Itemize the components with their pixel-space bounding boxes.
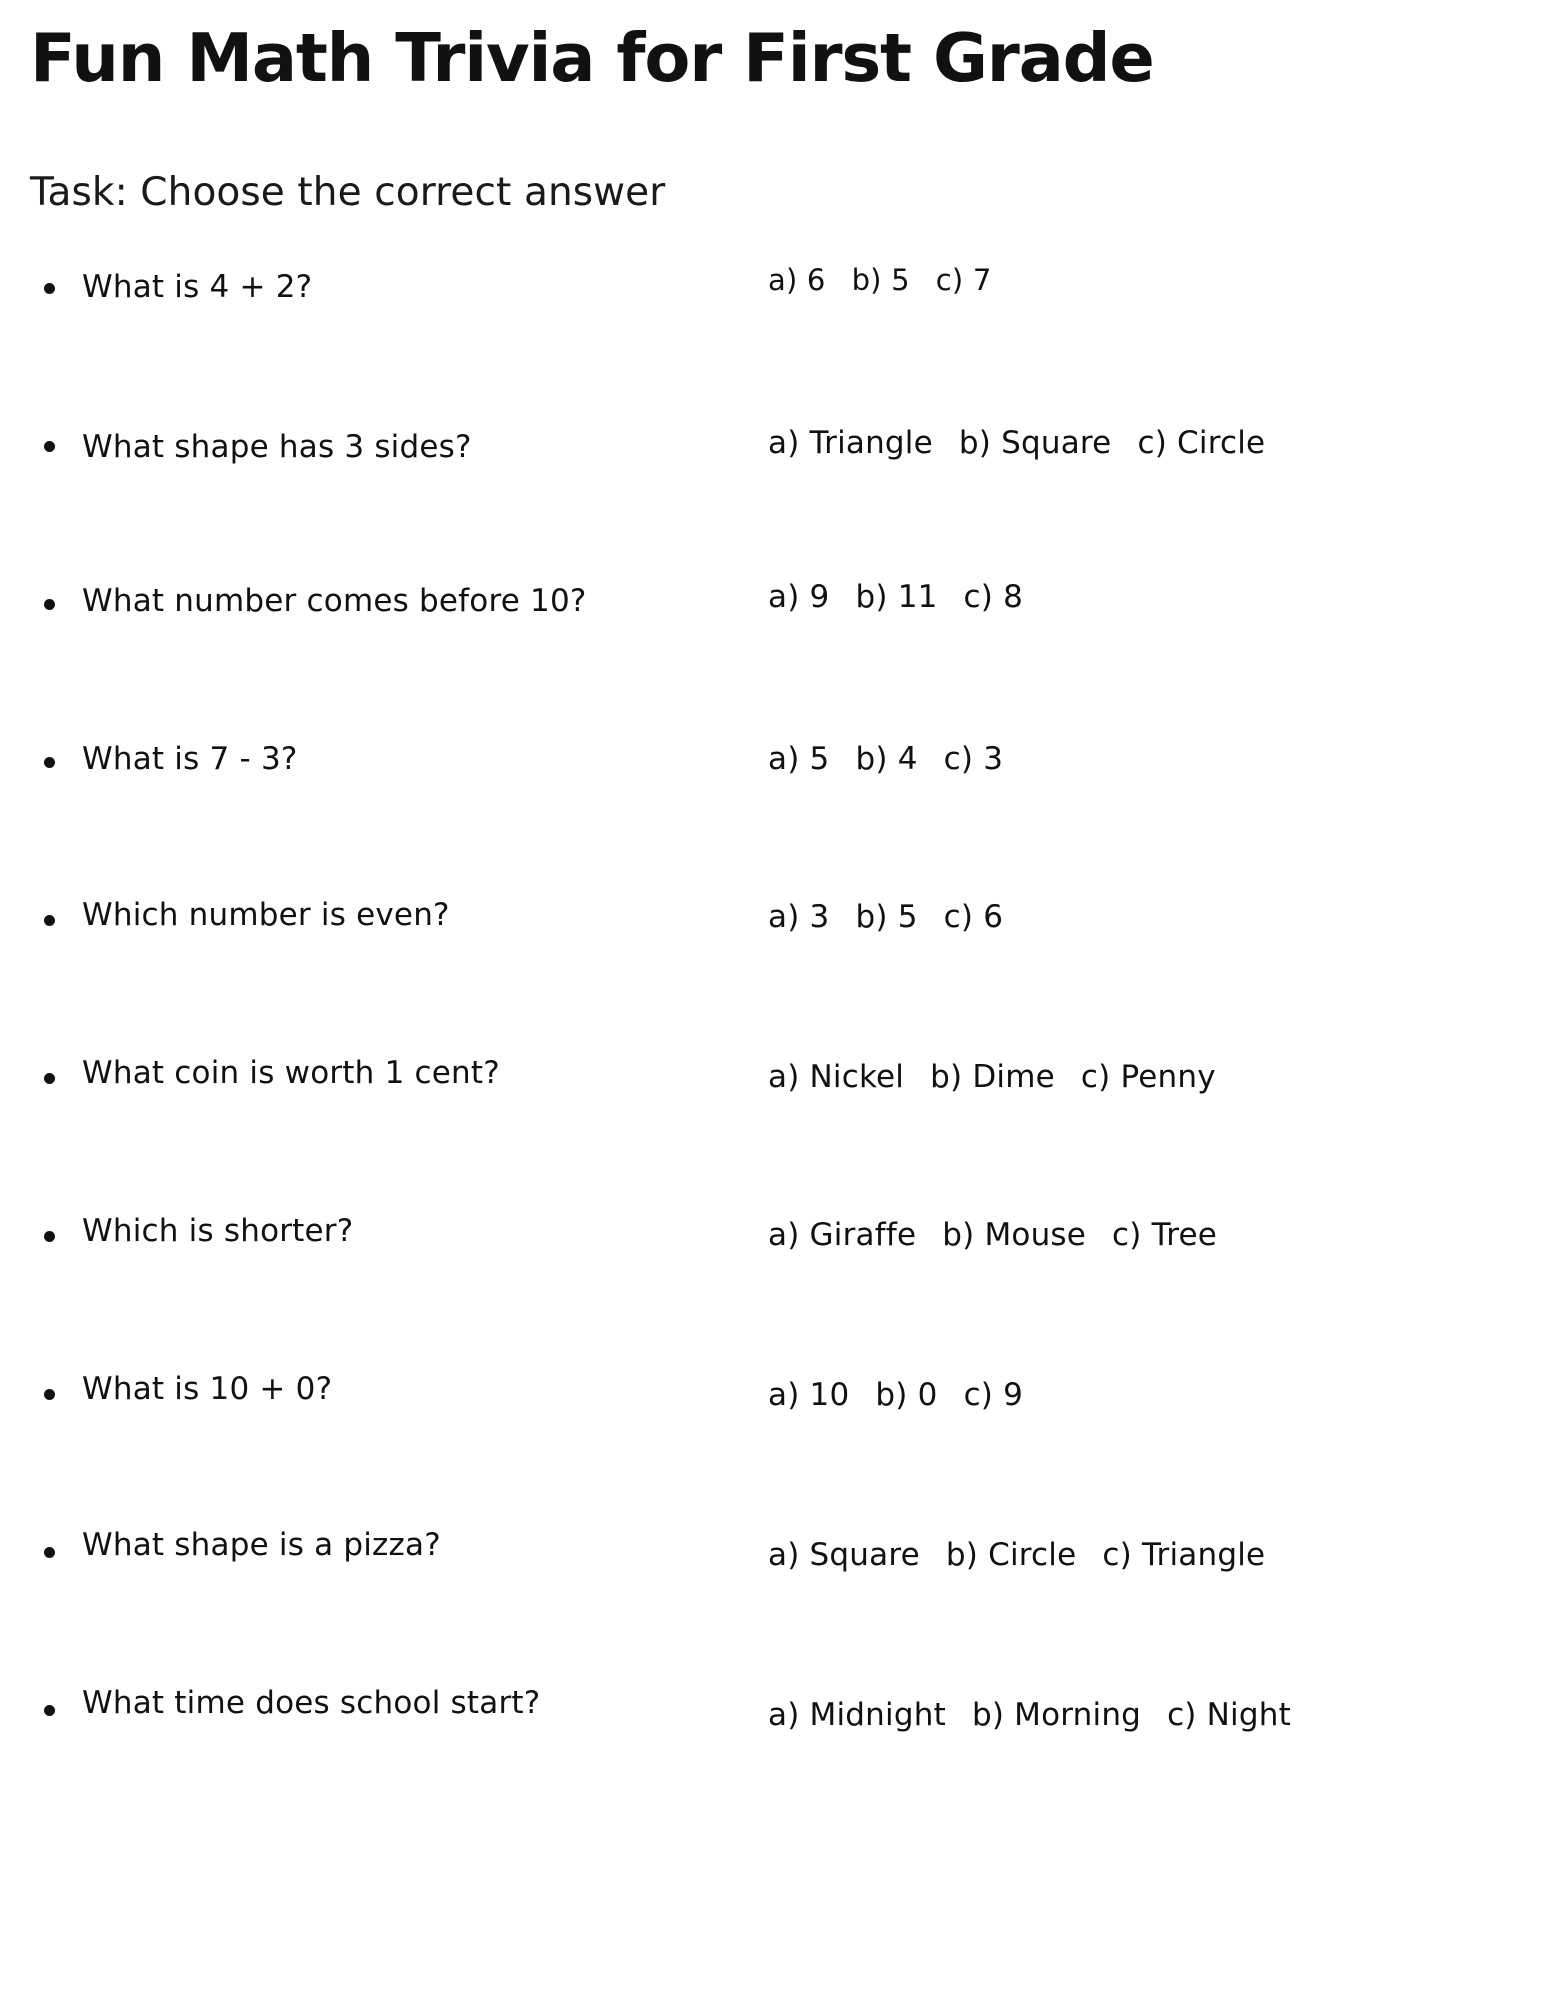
answer-options	[768, 735, 1003, 781]
option-c[interactable]: c) Triangle	[1102, 1536, 1266, 1573]
answer-options	[768, 1367, 1023, 1417]
list-item	[28, 1525, 1505, 1683]
list-item	[28, 893, 1505, 1051]
bullet-icon	[44, 1705, 55, 1716]
option-a[interactable]: a) 6	[768, 262, 826, 297]
option-c[interactable]: c) 8	[963, 578, 1024, 615]
list-item	[28, 1051, 1505, 1209]
bullet-icon	[44, 915, 55, 926]
bullet-icon	[44, 1073, 55, 1084]
answer-options	[768, 1683, 1291, 1737]
option-b[interactable]: b) Morning	[971, 1696, 1142, 1733]
option-b[interactable]: b) 5	[855, 898, 918, 935]
option-c[interactable]: c) Tree	[1112, 1216, 1218, 1253]
option-b[interactable]: b) 5	[851, 262, 910, 297]
answer-options	[768, 1051, 1216, 1099]
bullet-icon	[44, 283, 55, 294]
option-a[interactable]: a) Giraffe	[768, 1216, 917, 1253]
option-b[interactable]: b) 11	[855, 578, 938, 615]
question-text: What shape has 3 sides?	[82, 428, 472, 465]
page-title: Fun Math Trivia for First Grade	[30, 19, 1154, 97]
bullet-icon	[44, 757, 55, 768]
list-item	[28, 1209, 1505, 1367]
list-item	[28, 1367, 1505, 1525]
option-b[interactable]: b) 0	[875, 1376, 938, 1413]
option-a[interactable]: a) 3	[768, 898, 830, 935]
question-text: What is 4 + 2?	[82, 268, 313, 305]
question-text: Which is shorter?	[82, 1212, 354, 1249]
option-c[interactable]: c) Night	[1167, 1696, 1291, 1733]
option-a[interactable]: a) Midnight	[768, 1696, 946, 1733]
question-text: What is 7 - 3?	[82, 740, 298, 777]
list-item	[28, 419, 1505, 577]
option-a[interactable]: a) 5	[768, 740, 830, 777]
bullet-icon	[44, 1547, 55, 1558]
answer-options	[768, 1525, 1265, 1577]
bullet-icon	[44, 599, 55, 610]
bullet-icon	[44, 441, 55, 452]
option-c[interactable]: c) 3	[943, 740, 1004, 777]
question-text: Which number is even?	[82, 896, 450, 933]
option-a[interactable]: a) 9	[768, 578, 830, 615]
option-c[interactable]: c) 6	[943, 898, 1004, 935]
answer-options	[768, 577, 1023, 619]
list-item	[28, 577, 1505, 735]
option-a[interactable]: a) Triangle	[768, 424, 933, 461]
answer-options	[768, 1209, 1217, 1257]
option-c[interactable]: c) Circle	[1137, 424, 1266, 461]
option-b[interactable]: b) 4	[855, 740, 918, 777]
bullet-icon	[44, 1389, 55, 1400]
list-item	[28, 1683, 1505, 1841]
answer-options	[768, 893, 1003, 939]
task-instruction: Task: Choose the correct answer	[30, 169, 666, 215]
option-a[interactable]: a) 10	[768, 1376, 850, 1413]
answer-options	[768, 419, 1265, 465]
question-text: What number comes before 10?	[82, 582, 587, 619]
option-c[interactable]: c) Penny	[1080, 1058, 1216, 1095]
question-text: What coin is worth 1 cent?	[82, 1054, 500, 1091]
question-text: What shape is a pizza?	[82, 1526, 441, 1563]
bullet-icon	[44, 1231, 55, 1242]
option-c[interactable]: c) 9	[963, 1376, 1024, 1413]
option-b[interactable]: b) Dime	[930, 1058, 1055, 1095]
option-b[interactable]: b) Circle	[945, 1536, 1077, 1573]
option-a[interactable]: a) Square	[768, 1536, 920, 1573]
option-c[interactable]: c) 7	[935, 262, 992, 297]
question-text: What is 10 + 0?	[82, 1370, 333, 1407]
list-item	[28, 261, 1505, 419]
question-text: What time does school start?	[82, 1684, 541, 1721]
question-list	[28, 261, 1505, 1841]
option-a[interactable]: a) Nickel	[768, 1058, 905, 1095]
list-item	[28, 735, 1505, 893]
option-b[interactable]: b) Square	[958, 424, 1112, 461]
option-b[interactable]: b) Mouse	[942, 1216, 1087, 1253]
answer-options	[768, 261, 992, 300]
